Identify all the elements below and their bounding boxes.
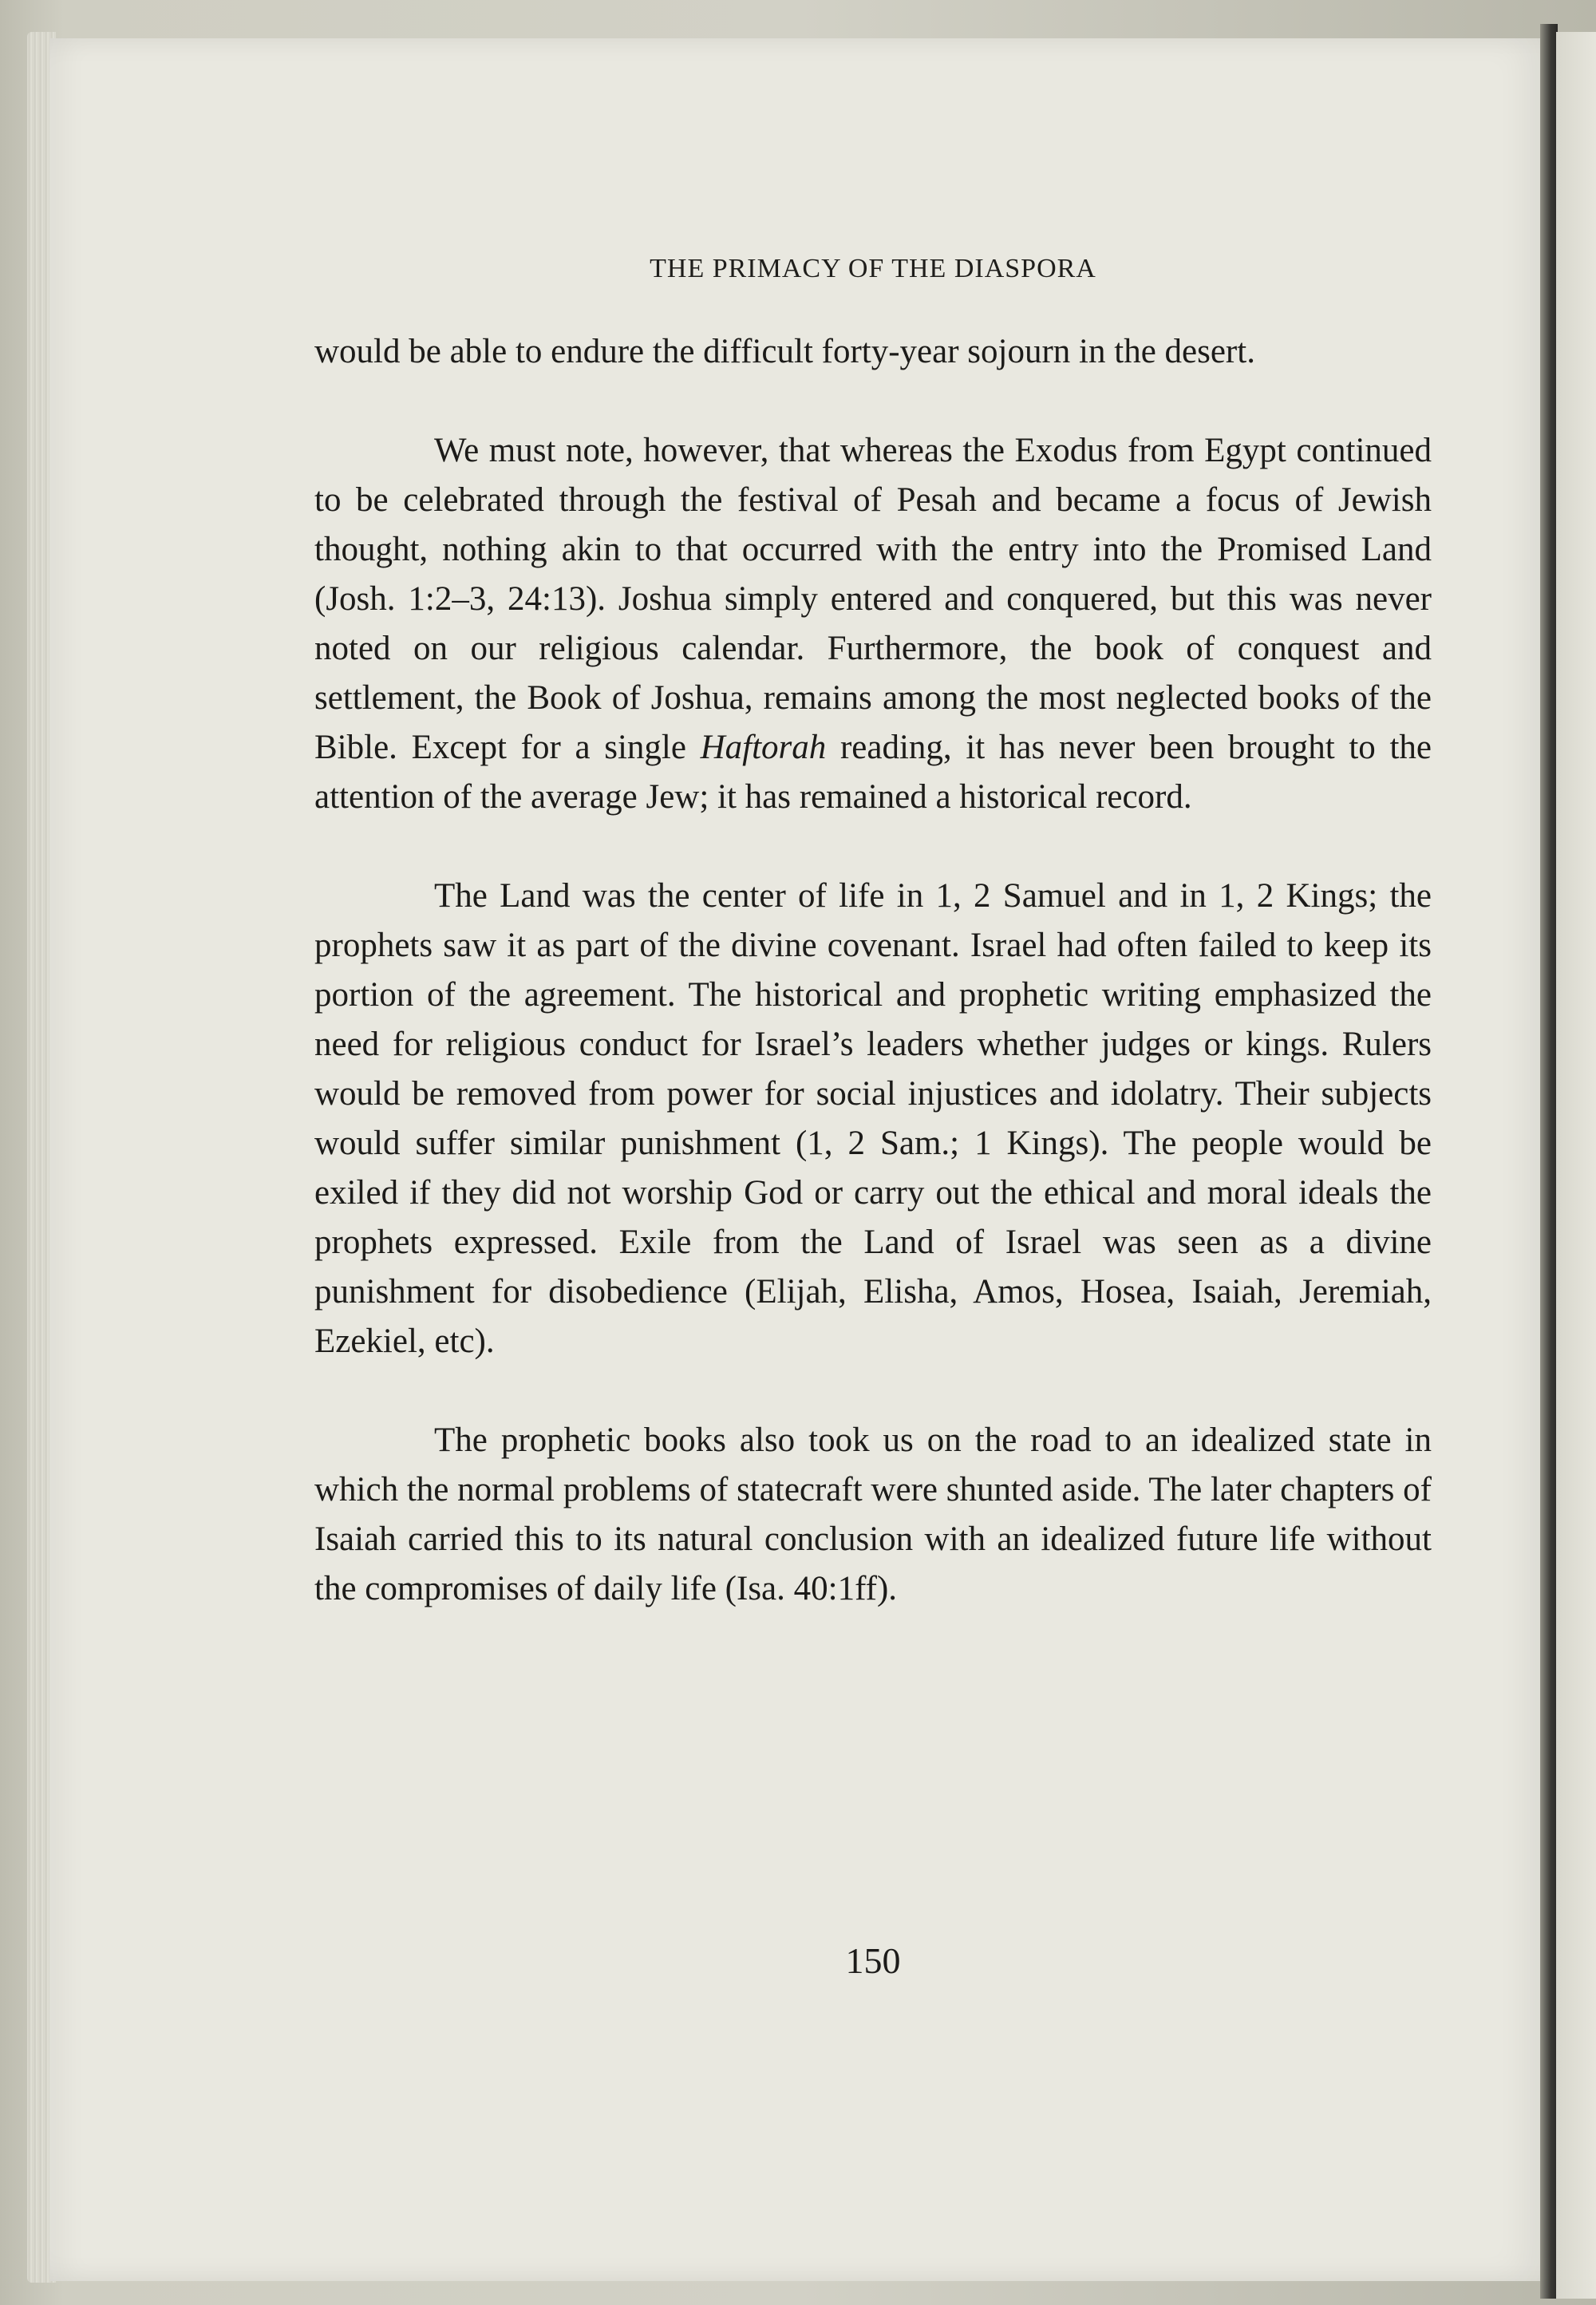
paragraph-2-text-after: reading, it has never been brought to the attention of the average Jew; it has remained a historical record. xyxy=(314,729,1432,816)
paragraph-4: The prophetic books also took us on the road to an idealized state in which the normal problems of statecraft were shunted aside. The later chapters of Isaiah carried this to its natural conclusion with an idealized future life without the compromises of daily life (Isa. 40:1ff). xyxy=(314,1421,1432,1607)
paragraph-3: The Land was the center of life in 1, 2 Samuel and in 1, 2 Kings; the prophets saw it as part of the divine covenant. Israel had often failed to keep its portion of the agreement. The historical and prophetic writing emphasized the need for religious conduct for Israel’s leaders whether judges or kings. Rulers would be removed from power for social injustices and idolatry. Their subjects would suffer similar punishment (1, 2 Sam.; 1 Kings). The people would be exiled if they did not worship God or carry out the ethical and moral ideals the prophets expressed. Exile from the Land of Israel was seen as a divine punishment for disobedience (Elijah, Elisha, Amos, Hosea, Isaiah, Jeremiah, Ezekiel, etc). xyxy=(314,877,1432,1360)
adjacent-page-edge xyxy=(1556,32,1596,2299)
haftorah-italic: Haftorah xyxy=(700,729,827,766)
paragraph-2-text-before: We must note, however, that whereas the Exodus from Egypt continued to be celebrated through the festival of Pesah and became a focus of Jewish thought, nothing akin to that occurred with the entry into the Promised Land (Josh. 1:2–3, 24:13). Joshua simply entered and conquered, but this was never noted on our religious calendar. Furthermore, the book of conquest and settlement, the Book of Joshua, remains among the most neglected books of the Bible. Except for a single xyxy=(314,432,1432,766)
paragraph-2 xyxy=(314,426,1432,822)
running-head: THE PRIMACY OF THE DIASPORA xyxy=(650,254,1096,283)
body-text xyxy=(314,327,1432,1614)
page-number: 150 xyxy=(845,1940,901,1981)
book-gutter xyxy=(1540,24,1558,2299)
paragraph-1: would be able to endure the difficult forty-year sojourn in the desert. xyxy=(314,333,1255,370)
